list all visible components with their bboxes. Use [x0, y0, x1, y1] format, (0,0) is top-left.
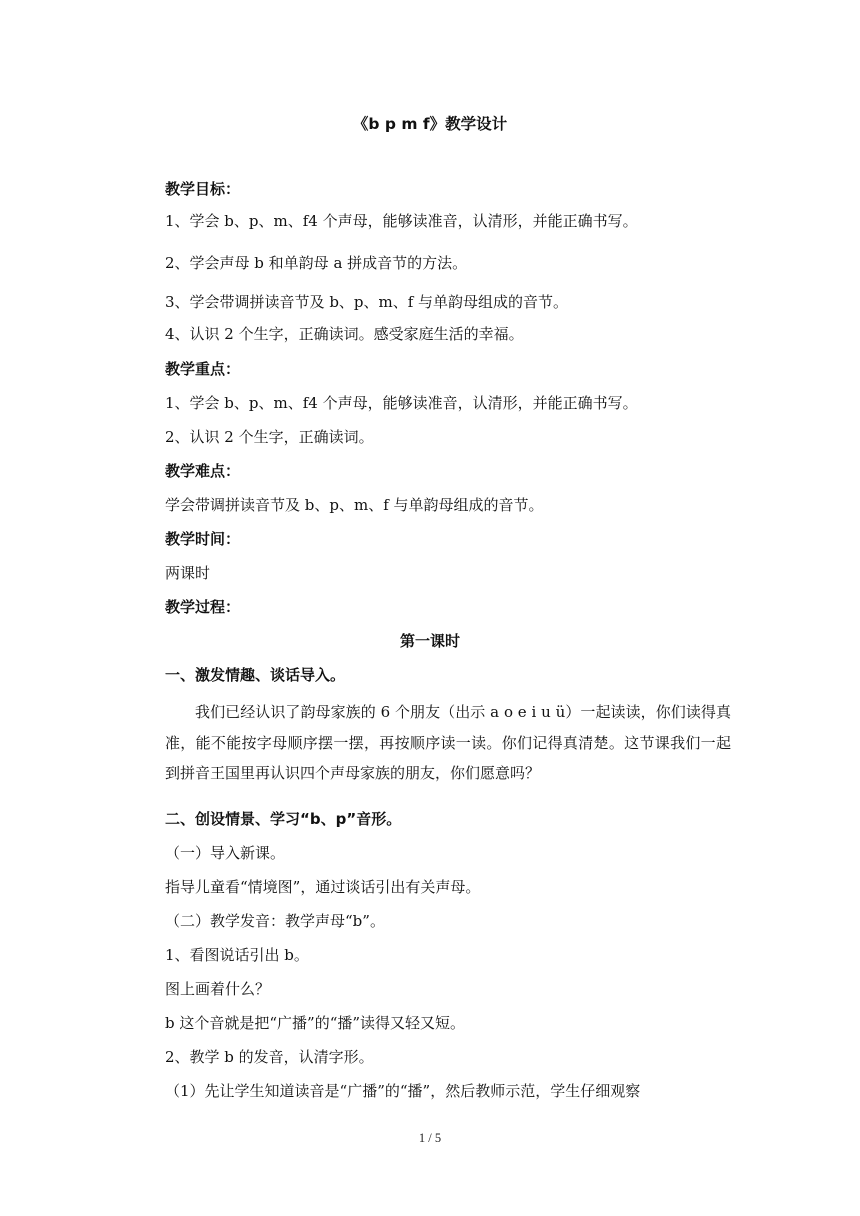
process-line-6: b 这个音就是把“广播”的“播”读得又轻又短。 [165, 1014, 466, 1032]
process-line-7: 2、教学 b 的发音，认清字形。 [165, 1048, 374, 1066]
objectives-heading: 教学目标： [165, 180, 241, 198]
objective-item-4: 4、认识 2 个生字，正确读词。感受家庭生活的幸福。 [165, 325, 524, 343]
section1-heading: 一、激发情趣、谈话导入。 [165, 666, 346, 684]
process-line-8: （1）先让学生知道读音是“广播”的“播”，然后教师示范，学生仔细观察 [165, 1082, 641, 1100]
time-text: 两课时 [165, 564, 211, 582]
process-line-1: （一）导入新课。 [165, 844, 286, 862]
process-line-3: （二）教学发音：教学声母“b”。 [165, 912, 385, 930]
process-line-4: 1、看图说话引出 b。 [165, 946, 309, 964]
section2-heading: 二、创设情景、学习“b、p”音形。 [165, 810, 402, 828]
process-line-5: 图上画着什么？ [165, 980, 271, 998]
key-points-heading: 教学重点： [165, 360, 241, 378]
key-point-item-2: 2、认识 2 个生字，正确读词。 [165, 428, 374, 446]
process-heading: 教学过程： [165, 598, 241, 616]
page-number: 1 / 5 [418, 1131, 442, 1145]
difficulties-heading: 教学难点： [165, 462, 241, 480]
lesson-title: 第一课时 [399, 632, 460, 650]
objective-item-2: 2、学会声母 b 和单韵母 a 拼成音节的方法。 [165, 254, 468, 272]
time-heading: 教学时间： [165, 530, 241, 548]
objective-item-3: 3、学会带调拼读音节及 b、p、m、f 与单韵母组成的音节。 [165, 293, 569, 311]
key-point-item-1: 1、学会 b、p、m、f4 个声母，能够读准音，认清形，并能正确书写。 [165, 394, 638, 412]
objective-item-1: 1、学会 b、p、m、f4 个声母，能够读准音，认清形，并能正确书写。 [165, 212, 638, 230]
document-title: 《b p m f》教学设计 [352, 115, 508, 133]
difficulties-text: 学会带调拼读音节及 b、p、m、f 与单韵母组成的音节。 [165, 496, 544, 514]
section1-paragraph: 我们已经认识了韵母家族的 6 个朋友（出示 a o e i u ü）一起读读，你们读得真准，能不能按字母顺序摆一摆，再按顺序读一读。你们记得真清楚。这节课我们一起到拼音王国里再认识四个声母家族的朋友，你们愿意吗？ [165, 703, 731, 782]
process-line-2: 指导儿童看“情境图”，通过谈话引出有关声母。 [165, 878, 481, 896]
